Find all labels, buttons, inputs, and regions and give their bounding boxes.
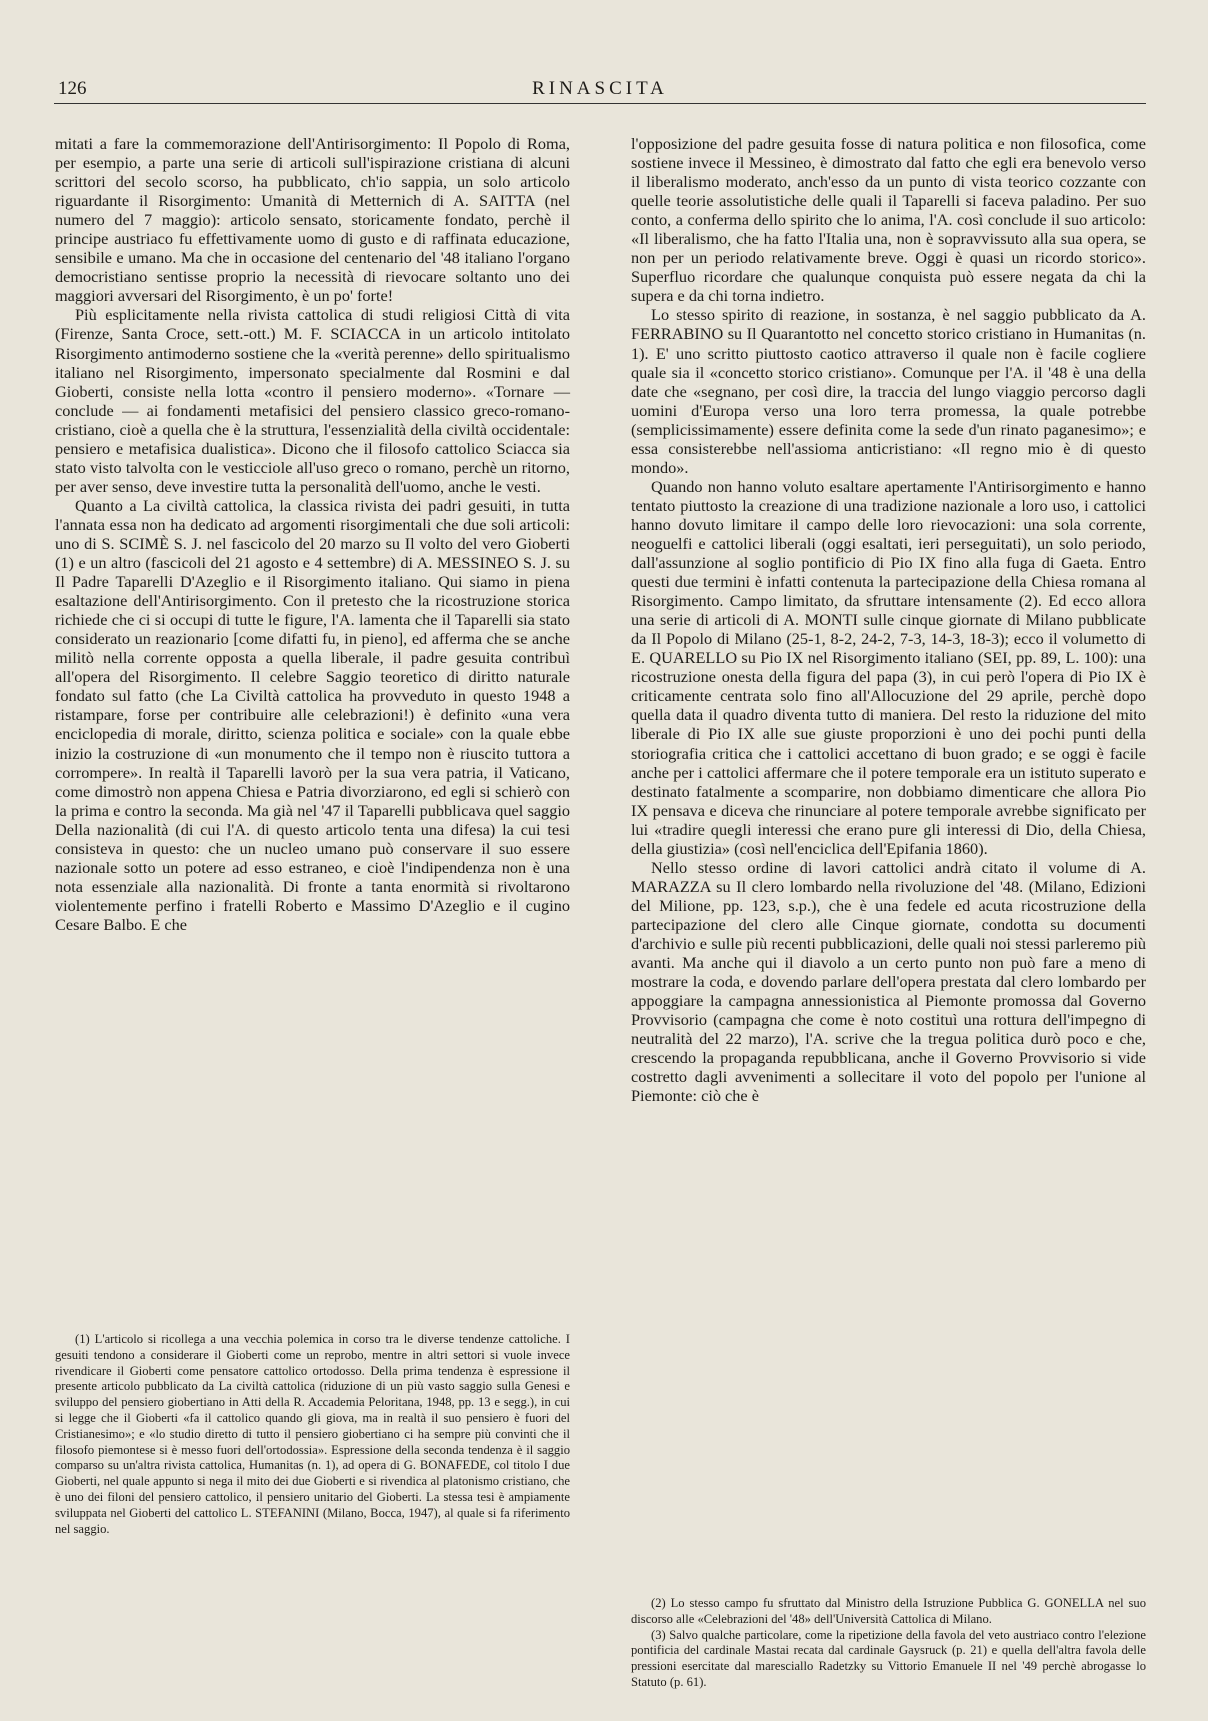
body-paragraph: Più esplicitamente nella rivista cattolica di studi religiosi Città di vita (Firenze, Santa Croce, sett.-ott.) M. F. SCIACCA in un articolo intitolato Risorgimento antimoderno sostiene che la «verità perenne» dello spiritualismo italiano nel Risorgimento, impersonato specialmente dal Rosmini e dal Gioberti, consiste nella lotta «contro il pensiero moderno». «Tornare — conclude — ai fondamenti metafisici del pensiero classico greco-romano-cristiano, cioè a quella che è la struttura, l'essenzialità della civiltà occidentale: pensiero e metafisica dualistica». Dicono che il filosofo cattolico Sciacca sia stato visto talvolta con le vesticciole all'uso greco o romano, perchè un ritorno, per aver senso, deve investire tutta la personalità dell'uomo, anche le vesti. — [55, 305, 570, 496]
body-paragraph: Lo stesso spirito di reazione, in sostanza, è nel saggio pubblicato da A. FERRABINO su Il Quarantotto nel concetto storico cristiano in Humanitas (n. 1). E' uno scritto piuttosto caotico attraverso il quale non è facile cogliere quale sia il «concetto storico cristiano». Comunque per l'A. il '48 è una della date che «segnano, per così dire, la traccia del lungo viaggio percorso dagli uomini d'Europa verso una loro terra promessa, la quale potrebbe (semplicissimamente) essere definita come la sede d'un rinato paganesimo»; e essa consisterebbe nell'assioma anticristiano: «Il regno mio è di questo mondo». — [631, 305, 1146, 477]
footnote-3: (3) Salvo qualche particolare, come la ripetizione della favola del veto austriaco contro l'elezione pontificia del cardinale Mastai recata dal cardinale Gaysruck (p. 21) e quella dell'altra favola delle pressioni esercitate dal maresciallo Radetzky su Vittorio Emanuele II nel '49 perchè abrogasse lo Statuto (p. 61). — [631, 1627, 1146, 1689]
footnote-1: (1) L'articolo si ricollega a una vecchia polemica in corso tra le diverse tendenze cattoliche. I gesuiti tendono a considerare il Gioberti come un reprobo, mentre in altri settori si vuole invece rivendicare il Gioberti come pensatore cattolico ortodosso. Della prima tendenza è espressione il presente articolo pubblicato da La civiltà cattolica (riduzione di un più vasto saggio sulla Genesi e sviluppo del pensiero giobertiano in Atti della R. Accademia Peloritana, 1948, pp. 13 e segg.), in cui si legge che il Gioberti «fa il cattolico quando gli giova, ma in realtà il suo pensiero è fuori del Cristianesimo»; e «lo studio diretto di tutto il pensiero giobertiano ci ha sempre più convinti che il filosofo piemontese si è messo fuori dell'ortodossia». Espressione della seconda tendenza è il saggio comparso su un'altra rivista cattolica, Humanitas (n. 1), ad opera di G. BONAFEDE, col titolo I due Gioberti, nel quale appunto si nega il mito dei due Gioberti e si rivendica al platonismo cristiano, che è uno dei filoni del pensiero cattolico, il pensiero unitario del Gioberti. La stessa tesi è ampiamente sviluppata nel Gioberti del cattolico L. STEFANINI (Milano, Bocca, 1947), al quale si fa riferimento nel saggio. — [55, 1332, 570, 1536]
body-paragraph: Quanto a La civiltà cattolica, la classica rivista dei padri gesuiti, in tutta l'annata essa non ha dedicato ad argomenti risorgimentali che due soli articoli: uno di S. SCIMÈ S. J. nel fascicolo del 20 marzo su Il volto del vero Gioberti (1) e un altro (fascicoli del 21 agosto e 4 settembre) di A. MESSINEO S. J. su Il Padre Taparelli D'Azeglio e il Risorgimento italiano. Qui siamo in piena esaltazione dell'Antirisorgimento. Con il pretesto che la ricostruzione storica richiede che ci si occupi di tutte le figure, l'A. lamenta che il Taparelli sia stato considerato un reazionario [come difatti fu, in pieno], ed afferma che se anche militò nella corrente opposta a quella liberale, il padre gesuita contribuì all'opera del Risorgimento. Il celebre Saggio teoretico di diritto naturale fondato sul fatto (che La Civiltà cattolica ha provveduto in questo 1948 a ristampare, forse per contribuire alle celebrazioni!) è definito «una vera enciclopedia di morale, diritto, scienza politica e sociale» con la quale ebbe inizio la costruzione di «un monumento che il tempo non è riuscito tuttora a corrompere». In realtà il Taparelli lavorò per la sua vera patria, il Vaticano, come dimostrò non appena Chiesa e Patria divorziarono, ed egli si schierò con la prima e contro la seconda. Ma già nel '47 il Taparelli pubblicava quel saggio Della nazionalità (di cui l'A. di questo articolo tenta una difesa) la cui tesi consisteva in questo: che un nucleo umano può conservare il suo essere nazionale sotto un potere ad esso estraneo, e cioè l'indipendenza non è una nota essenziale alla nazionalità. Di fronte a tanta enormità si rivoltarono violentemente perfino i fratelli Roberto e Massimo D'Azeglio e il cugino Cesare Balbo. E che — [55, 495, 570, 934]
page-header — [54, 78, 1146, 102]
footnote-2: (2) Lo stesso campo fu sfruttato dal Ministro della Istruzione Pubblica G. GONELLA nel suo discorso alle «Celebrazioni del '48» dell'Università Cattolica di Milano. — [631, 1596, 1146, 1626]
page-number: 126 — [58, 78, 87, 99]
body-paragraph: mitati a fare la commemorazione dell'Antirisorgimento: Il Popolo di Roma, per esempio, a parte una serie di articoli sull'ispirazione cristiana di alcuni scrittori del secolo scorso, ha pubblicato, ch'io sappia, un solo articolo riguardante il Risorgimento: Umanità di Metternich di A. SAITTA (nel numero del 7 maggio): articolo sensato, storicamente fondato, perchè il principe austriaco fu effettivamente uomo di gusto e di raffinata educazione, sensibile e umano. Ma che in occasione del centenario del '48 italiano l'organo democristiano sentisse proprio la necessità di rievocare soltanto uno dei maggiori avversari del Risorgimento, è un po' forte! — [55, 134, 570, 306]
footnotes-right — [631, 1596, 1146, 1691]
left-column — [55, 134, 570, 934]
running-title: RINASCITA — [532, 78, 668, 99]
body-paragraph: Quando non hanno voluto esaltare apertamente l'Antirisorgimento e hanno tentato piuttosto la creazione di una tradizione nazionale a loro uso, i cattolici hanno dovuto limitare il campo delle loro rievocazioni: una sola corrente, neoguelfi e cattolici liberali (oggi esaltati, ieri perseguitati), un solo periodo, dall'assunzione al soglio pontificio di Pio IX fino alla fuga di Gaeta. Entro questi due termini è infatti contenuta la partecipazione della Chiesa romana al Risorgimento. Campo limitato, da sfruttare intensamente (2). Ed ecco allora una serie di articoli di A. MONTI sulle cinque giornate di Milano pubblicate da Il Popolo di Milano (25-1, 8-2, 24-2, 7-3, 14-3, 18-3); ecco il volumetto di E. QUARELLO su Pio IX nel Risorgimento italiano (SEI, pp. 89, L. 100): una ricostruzione onesta della figura del papa (3), in cui però l'opera di Pio IX è criticamente centrata solo fino all'Allocuzione del 29 aprile, perchè dopo quella data il quadro diventa tutto di maniera. Del resto la riduzione del mito liberale di Pio IX alle sue giuste proporzioni è uno dei pochi punti della storiografia critica che i cattolici accettano di buon grado; e se oggi è facile anche per i cattolici affermare che il potere temporale era un istituto superato e destinato fatalmente a scomparire, non dobbiamo dimenticare che allora Pio IX pensava e diceva che rinunciare al potere temporale avrebbe significato per lui «tradire quegli interessi che erano pure gli interessi di Dio, della Chiesa, della giustizia» (così nell'enciclica dell'Epifania 1860). — [631, 476, 1146, 858]
body-paragraph: Nello stesso ordine di lavori cattolici andrà citato il volume di A. MARAZZA su Il clero lombardo nella rivoluzione del '48. (Milano, Edizioni del Milione, pp. 123, s.p.), che è una fedele ed acuta ricostruzione della partecipazione del clero alle Cinque giornate, condotta su documenti d'archivio e sulle più recenti pubblicazioni, delle quali noi stessi parleremo più avanti. Ma anche qui il diavolo a un certo punto non può fare a meno di mostrare la coda, e dovendo parlare dell'opera prestata dal clero lombardo per appoggiare la campagna annessionistica al Piemonte promossa dal Governo Provvisorio (campagna che come è noto costituì una rottura dell'impegno di neutralità del 22 marzo), l'A. scrive che la tregua politica durò poco e che, crescendo la propaganda repubblicana, anche il Governo Provvisorio si vide costretto dagli avvenimenti a sollecitare il voto del popolo per l'unione al Piemonte: ciò che è — [631, 857, 1146, 1106]
body-paragraph: l'opposizione del padre gesuita fosse di natura politica e non filosofica, come sostiene invece il Messineo, è dimostrato dal fatto che egli era benevolo verso il liberalismo moderato, anch'esso da un punto di vista teorico cozzante con quelle teorie assolutistiche delle quali il Taparelli si faceva paladino. Per suo conto, a conferma dello spirito che lo anima, l'A. così conclude il suo articolo: «Il liberalismo, che ha fatto l'Italia una, non è sopravvissuto alla sua opera, se non per un periodo relativamente breve. Oggi è quasi un ricordo storico». Superfluo ricordare che qualunque conquista può essere negata da chi la supera e da chi torna indietro. — [631, 134, 1146, 306]
footnotes-left — [55, 1332, 570, 1537]
header-rule — [54, 103, 1146, 104]
right-column — [631, 134, 1146, 1105]
